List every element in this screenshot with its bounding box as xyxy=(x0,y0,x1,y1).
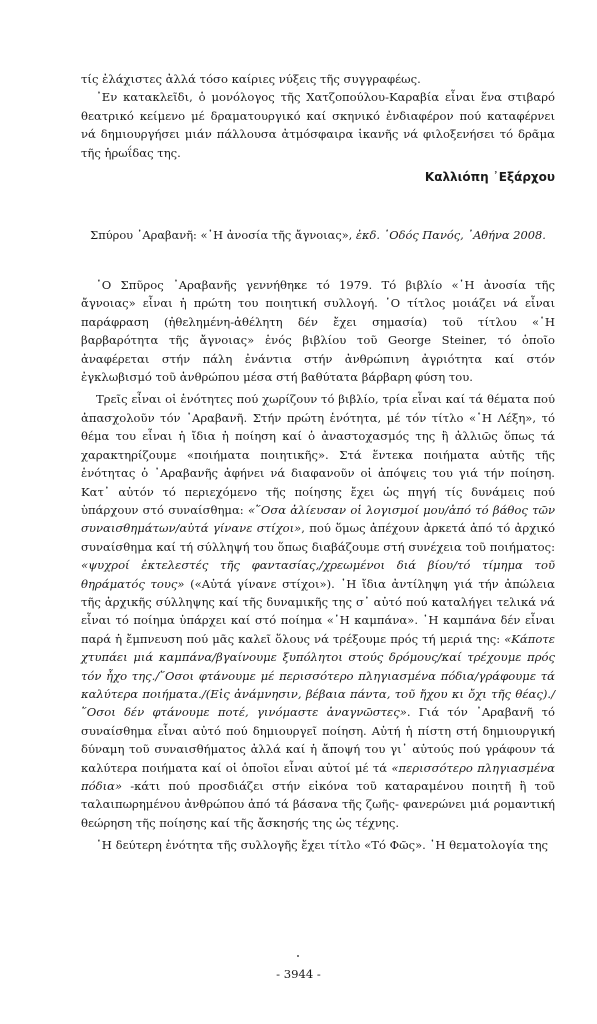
p2-text-e: -κάτι πού προσδιάζει στήν εἰκόνα τοῦ καταραμένου ποιητῆ ἢ τοῦ ταλαιπωρημένου ἀνθρώπου ἀπό τά βάσανα τῆς ζωῆς- φανερώνει μιά ρομαντική θεώρηση τῆς ποίησης καί τῆς ἄσκησής της ὡς τέχνης. xyxy=(81,779,555,830)
paragraph-3: ῾Η δεύτερη ἑνότητα τῆς συλλογῆς ἔχει τίτλο «Τό Φῶς». ῾Η θεματολογία της xyxy=(96,838,549,853)
review-heading xyxy=(81,226,555,244)
quote-2: «ψυχροί ἐκτελεστές τῆς φαντασίας,/χρεωμένοι διά βίου/τό τίμημα τοῦ θηράματός τους» xyxy=(81,558,555,591)
paragraph-2 xyxy=(81,390,555,832)
p2-text-a: Τρεῖς εἶναι οἱ ἑνότητες πού χωρίζουν τό βιβλίο, τρία εἶναι καί τά θέματα πού ἀπασχολοῦν τόν ᾿Αραβανῆ. Στήν πρώτη ἑνότητα, μέ τόν τίτλο «῾Η Λέξη», τό θέμα του εἶναι ἡ ἴδια ἡ ποίηση καί ὁ ἀναστοχασμός της ἢ ἀλλιῶς ὅπως τά χαρακτηρίζουμε «ποιήματα ποιητικῆς». Στά ἕντεκα ποιήματα αὐτῆς τῆς ἑνότητας ὁ ᾿Αραβανῆς ἀφήνει νά διαφανοῦν οἱ ἀπόψεις του γιά τήν ποίηση. Κατ᾿ αὐτόν τό περιεχόμενο τῆς ποίησης ἔχει ὡς πηγή τίς δυνάμεις πού ὑπάρχουν στό συναίσθημα: xyxy=(81,392,555,517)
page-number: - 3944 - xyxy=(276,967,321,981)
quote-3: «Κάποτε χτυπάει μιά καμπάνα/βγαίνουμε ξυπόλητοι στούς δρόμους/καί τρέχουμε πρός τόν ἦχο της./῞Οσοι φτάνουμε μέ περισσότερο πληγιασμένα πόδια/γράφουμε τά καλύτερα ποιήματα./(Εἰς ἀνάμνησιν, βέβαια πάντα, τοῦ ἤχου κι ὄχι τῆς θέας)./ ῞Οσοι δέν φτάνουμε ποτέ, γινόμαστε ἀναγνῶστες» xyxy=(81,631,555,720)
review-publisher: ἐκδ. ῾Οδός Πανός, ᾿Αθήνα 2008. xyxy=(355,228,546,243)
review-author-title: Σπύρου ᾿Αραβανῆ: «῾Η ἀνοσία τῆς ἄγνοιας», xyxy=(90,228,353,243)
quote-1: «῞Οσα ἀλίευσαν οἱ λογισμοί μου/ἀπό τό βάθος τῶν συναισθημάτων/αὐτά γίνανε στίχοι» xyxy=(81,502,556,536)
footer-dot xyxy=(297,955,299,957)
signature: Καλλιόπη ᾿Εξάρχου xyxy=(424,170,555,185)
page-content xyxy=(81,70,555,855)
quote-4: «περισσότερο πληγιασμένα πόδια» xyxy=(81,760,555,793)
p2-text-d: . Γιά τόν ᾿Αραβανῆ τό συναίσθημα εἶναι αὐτό πού δημιουργεῖ ποίηση. Αὐτή ἡ πίστη στή δημιουργική δύναμη τοῦ συναισθήματος ἀλλά καί ἡ ἄποψή του γι᾿ αὐτούς πού γράφουν τά καλύτερα ποιήματα καί οἱ ὁποῖοι εἶναι αὐτοί μέ τά xyxy=(81,705,555,775)
paragraph-continued: τίς ἐλάχιστες ἀλλά τόσο καίριες νύξεις τῆς συγγραφέως. xyxy=(81,72,421,86)
p2-text-c: («Αὐτά γίνανε στίχοι»). ῾Η ἴδια ἀντίληψη γιά τήν ἀπώλεια τῆς ἀρχικῆς σύλληψης καί τῆς δυναμικῆς της σ᾿ αὐτό πού καταλήγει τελικά νά εἶναι τό ποίημα ὑπάρχει καί στό ποίημα «῾Η καμπάνα». ῾Η καμπάνα δέν εἶναι παρά ἡ ἔμπνευση πού μᾶς καλεῖ ὅλους νά τρέξουμε πρός τή μεριά της: xyxy=(81,576,555,646)
paragraph-1: ῾Ο Σπῦρος ᾿Αραβανῆς γεννήθηκε τό 1979. Τό βιβλίο «῾Η ἀνοσία τῆς ἄγνοιας» εἶναι ἡ πρώτη του ποιητική συλλογή. ῾Ο τίτλος μοιάζει νά εἶναι παράφραση (ἠθελημένη-ἀθέλητη δέν ἔχει σημασία) τοῦ τίτλου «῾Η βαρβαρότητα τῆς ἄγνοιας» ἑνός βιβλίου τοῦ George Steiner, τό ὁποῖο ἀναφέρεται στήν πάλη ἐνάντια στήν ἀνθρώπινη ἀγριότητα καί στόν ἐγκλωβισμό τοῦ ἀνθρώπου μέσα στή βαθύτατα βάρβαρη φύση του. xyxy=(81,278,555,385)
review-body xyxy=(81,276,555,855)
paragraph-conclusion: ᾿Εν κατακλεῖδι, ὁ μονόλογος τῆς Χατζοπούλου-Καραβία εἶναι ἕνα στιβαρό θεατρικό κείμενο μέ δραματουργικό καί σκηνικό ἐνδιαφέρον πού καταφέρνει νά δημιουργήσει μιάν πάλλουσα ἀτμόσφαιρα ἱκανῆς νά φιλοξενήσει τό δρᾶμα τῆς ἡρωΐδας της. xyxy=(81,90,555,160)
p2-text-b: , πού ὅμως ἀπέχουν ἀρκετά ἀπό τό ἀρχικό συναίσθημα καί τή σύλληψή του ὅπως διαβάζουμε στή συνέχεια τοῦ ποιήματος: xyxy=(81,521,555,554)
